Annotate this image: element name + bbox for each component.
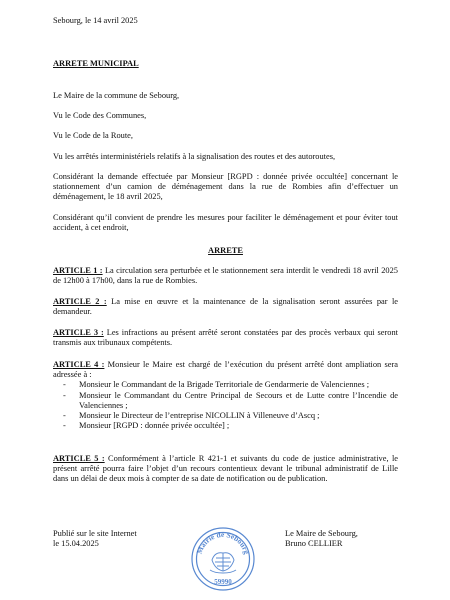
- recipients-list: [53, 380, 398, 431]
- article-4-label: ARTICLE 4 :: [53, 360, 105, 369]
- document-title: ARRETE MUNICIPAL: [53, 59, 139, 68]
- article-2-label: ARTICLE 2 :: [53, 297, 107, 306]
- preamble-maire: Le Maire de la commune de Sebourg,: [53, 91, 180, 100]
- preamble-vu-arretes: Vu les arrêtés interministériels relatifs à la signalisation des routes et des autoroutes,: [53, 152, 336, 161]
- article-1-text: La circulation sera perturbée et le stationnement sera interdit le vendredi 18 avril 2025 de 12h00 à 17h00, dans la rue de Rombies.: [53, 266, 398, 286]
- svg-text:Mairie de Sebourg: [195, 530, 252, 555]
- publication-line-2: le 15.04.2025: [53, 539, 99, 549]
- article-2: [53, 297, 398, 317]
- signatory-title: Le Maire de Sebourg,: [285, 529, 358, 538]
- article-3-text: Les infractions au présent arrêté seront constatées par des procès verbaux qui seront transmis aux tribunaux compétents.: [53, 328, 399, 348]
- preamble-vu-communes: Vu le Code des Communes,: [53, 111, 147, 120]
- article-5-label: ARTICLE 5 :: [53, 454, 105, 463]
- recipient-item: - Monsieur le Commandant de la Brigade Territoriale de Gendarmerie de Valenciennes ;: [53, 380, 398, 390]
- signatory-name: Bruno CELLIER: [285, 539, 343, 549]
- preamble-considerant-mesures: Considérant qu’il convient de prendre les mesures pour faciliter le déménagement et pour éviter tout accident, à cet endroit,: [53, 213, 398, 233]
- seal-graphic: [190, 526, 256, 592]
- date-line: Sebourg, le 14 avril 2025: [53, 16, 138, 25]
- article-5: [53, 454, 398, 485]
- seal-arc-text: Mairie de Sebourg: [194, 529, 252, 556]
- seal-code-text: 59990: [214, 578, 232, 586]
- arrete-heading: ARRETE: [208, 246, 243, 255]
- preamble-vu-route: Vu le Code de la Route,: [53, 131, 133, 140]
- article-2-text: La mise en œuvre et la maintenance de la signalisation seront assurées par le demandeur.: [53, 297, 398, 317]
- publication-note: [53, 529, 137, 549]
- article-4: [53, 360, 398, 431]
- article-3-label: ARTICLE 3 :: [53, 328, 104, 337]
- article-3: [53, 328, 398, 348]
- recipient-item: - Monsieur [RGPD : donnée privée occultée] ;: [53, 421, 398, 431]
- publication-line-1: Publié sur le site Internet: [53, 529, 137, 538]
- recipient-item: - Monsieur le Commandant du Centre Principal de Secours et de Lutte contre l’Incendie de Valenciennes ;: [53, 391, 398, 411]
- article-4-text: Monsieur le Maire est chargé de l’exécution du présent arrêté dont ampliation sera adressée à :: [53, 360, 399, 380]
- article-1-label: ARTICLE 1 :: [53, 266, 103, 275]
- signature-block: [285, 529, 358, 549]
- preamble-considerant-demande: Considérant la demande effectuée par Monsieur [RGPD : donnée privée occultée] concernant le stationnement d’un camion de déménagement dans la rue de Rombies afin d’effectuer un déménagement, le 18 avril 2025,: [53, 172, 398, 202]
- article-5-text: Conformément à l’article R 421-1 et suivants du code de justice administrative, le présent arrêté pourra faire l’objet d’un recours contentieux devant le tribunal administratif de Lille dans un délai de deux mois à compter de sa date de notification ou de publication.: [53, 454, 398, 484]
- article-1: [53, 266, 398, 286]
- article-4-intro: [53, 360, 398, 380]
- recipient-item: - Monsieur le Directeur de l’entreprise NICOLLIN à Villeneuve d’Ascq ;: [53, 411, 398, 421]
- municipal-seal-stamp: [190, 526, 256, 592]
